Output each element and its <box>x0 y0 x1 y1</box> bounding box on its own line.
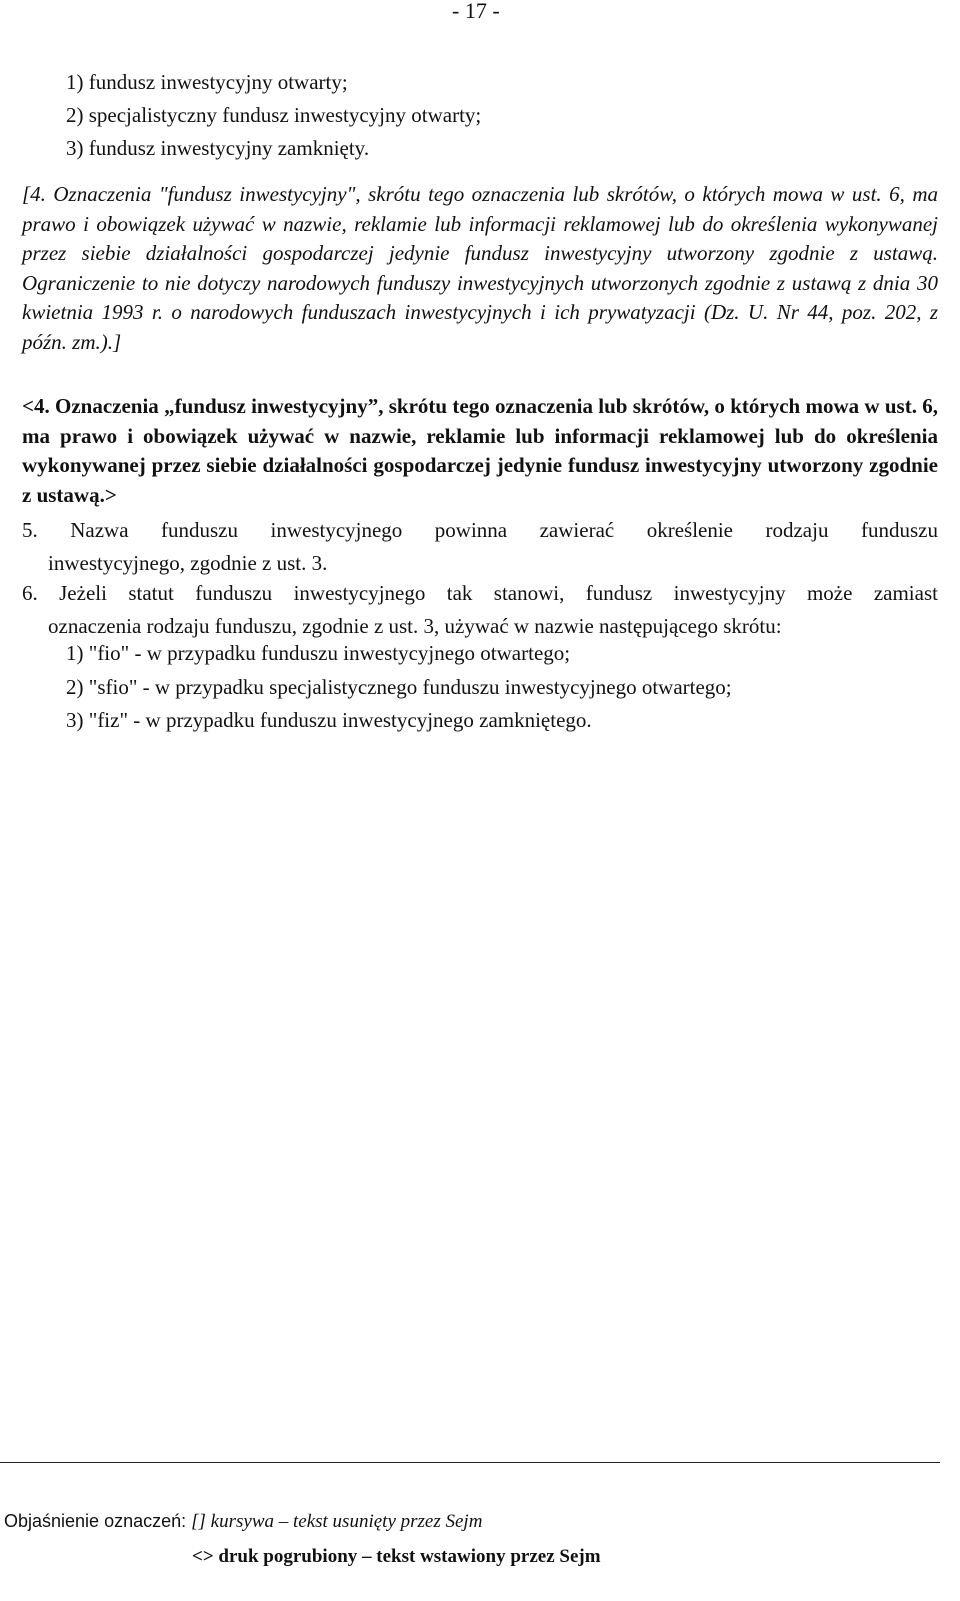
page-number: - 17 - <box>452 0 500 23</box>
legend-deleted-text: [] kursywa – tekst usunięty przez Sejm <box>191 1511 483 1532</box>
word: statut <box>128 581 174 605</box>
word: stanowi, <box>493 581 565 605</box>
footer-legend-inserted: <> druk pogrubiony – tekst wstawiony przez Sejm <box>192 1546 601 1567</box>
top-list <box>66 66 481 165</box>
inserted-paragraph-4: <4. Oznaczenia „fundusz inwestycyjny”, skrótu tego oznaczenia lub skrótów, o których mowa w ust. 6, ma prawo i obowiązek używać w nazwie, reklamie lub informacji reklamowej lub do określenia wykonywanej przez siebie działalności gospodarczej jedynie fundusz inwestycyjny utworzony zgodnie z ustawą.> <box>22 394 938 507</box>
footer-legend-deleted <box>4 1510 482 1533</box>
paragraph-5 <box>22 514 938 580</box>
list-item: 3) "fiz" - w przypadku funduszu inwestycyjnego zamkniętego. <box>66 708 592 732</box>
word: zawierać <box>539 518 615 542</box>
list-item: 1) fundusz inwestycyjny otwarty; <box>66 70 348 94</box>
word: zamiast <box>873 581 938 605</box>
footer-divider <box>0 1462 940 1463</box>
word: funduszu <box>860 518 938 542</box>
word: Jeżeli <box>59 581 107 605</box>
word: rodzaju <box>765 518 829 542</box>
word: inwestycyjnego <box>293 581 426 605</box>
word: może <box>806 581 853 605</box>
paragraph-6 <box>22 577 938 643</box>
list-item: 2) specjalistyczny fundusz inwestycyjny otwarty; <box>66 103 482 127</box>
word: inwestycyjnego <box>270 518 403 542</box>
word: funduszu <box>161 518 239 542</box>
paragraph-5-line-2: inwestycyjnego, zgodnie z ust. 3. <box>48 551 328 575</box>
word: fundusz <box>585 581 653 605</box>
legend-label: Objaśnienie oznaczeń: <box>4 1511 192 1531</box>
deleted-paragraph-4: [4. Oznaczenia "fundusz inwestycyjny", skrótu tego oznaczenia lub skrótów, o których mowa w ust. 6, ma prawo i obowiązek używać w nazwie, reklamie lub informacji reklamowej lub do określenia wykonywanej przez siebie działalności gospodarczej jedynie fundusz inwestycyjny utworzony zgodnie z ustawą. Ograniczenie to nie dotyczy narodowych funduszy inwestycyjnych utworzonych zgodnie z ustawą z dnia 30 kwietnia 1993 r. o narodowych funduszach inwestycyjnych i ich prywatyzacji (Dz. U. Nr 44, poz. 202, z późn. zm.).] <box>22 182 938 354</box>
paragraph-number: 5. <box>22 518 38 542</box>
list-item: 3) fundusz inwestycyjny zamknięty. <box>66 136 370 160</box>
word: Nazwa <box>70 518 129 542</box>
bottom-list <box>66 637 732 738</box>
paragraph-6-line-2: oznaczenia rodzaju funduszu, zgodnie z ust. 3, używać w nazwie następującego skrótu: <box>48 614 782 638</box>
word: powinna <box>434 518 508 542</box>
list-item: 1) "fio" - w przypadku funduszu inwestycyjnego otwartego; <box>66 641 571 665</box>
word: funduszu <box>195 581 273 605</box>
paragraph-6-line-1 <box>22 577 938 610</box>
word: tak <box>446 581 473 605</box>
word: określenie <box>646 518 733 542</box>
paragraph-number: 6. <box>22 581 38 605</box>
paragraph-5-line-1 <box>22 514 938 547</box>
list-item: 2) "sfio" - w przypadku specjalistycznego funduszu inwestycyjnego otwartego; <box>66 674 732 699</box>
word: inwestycyjny <box>673 581 786 605</box>
